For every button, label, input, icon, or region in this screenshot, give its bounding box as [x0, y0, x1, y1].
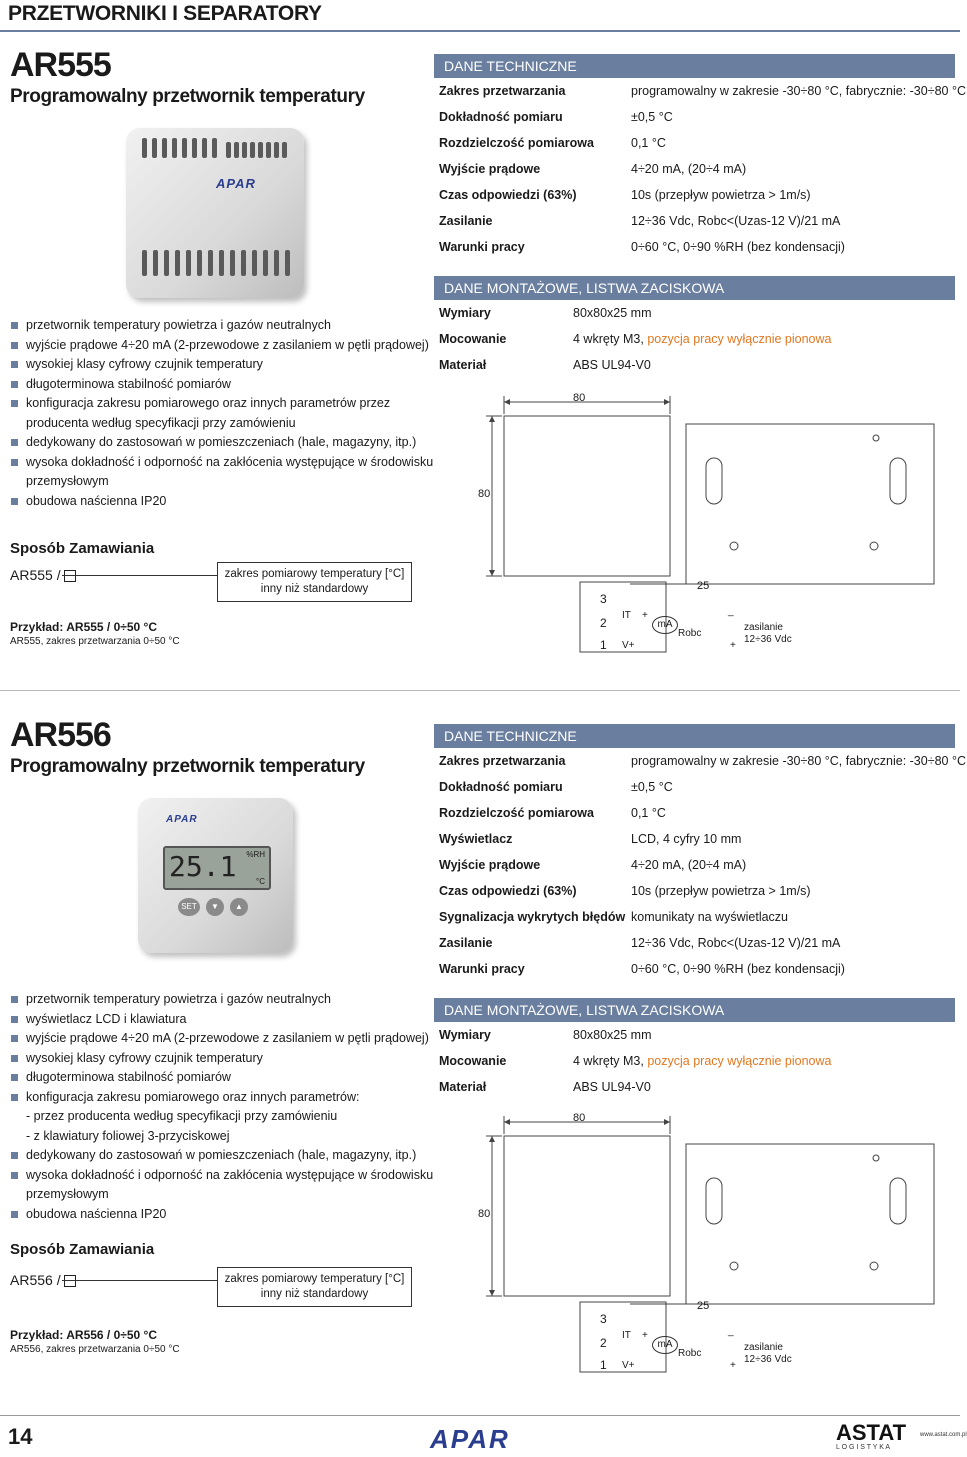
feature-item: [10, 414, 425, 434]
feature-text: - przez producenta według specyfikacji przy zamówieniu: [26, 1109, 338, 1123]
feature-item: [10, 1146, 425, 1166]
wire-plus: +: [642, 1330, 648, 1341]
mount-value: 4 wkręty M3,: [573, 1054, 644, 1068]
bullet-icon: [11, 381, 18, 388]
ammeter-label: mA: [657, 619, 673, 630]
dim-depth: 25: [697, 580, 710, 592]
slot-left: [706, 458, 722, 504]
bullet-icon: [11, 498, 18, 505]
feature-text: obudowa naścienna IP20: [26, 493, 167, 508]
order-note-box: [217, 1267, 412, 1307]
bullet-icon: [11, 1055, 18, 1062]
bullet-icon: [11, 1211, 18, 1218]
device-photo: [126, 128, 304, 298]
spec-key: Zasilanie: [439, 214, 493, 228]
spec-value: programowalny w zakresie -30÷80 °C, fabrycznie: -30÷80 °C: [631, 754, 966, 768]
dim-height: 80: [478, 488, 491, 500]
spec-row: [434, 826, 955, 852]
spec-key: Zakres przetwarzania: [439, 754, 566, 768]
spec-key: Czas odpowiedzi (63%): [439, 884, 577, 898]
feature-text: wyjście prądowe 4÷20 mA (2-przewodowe z zasilaniem w pętli prądowej): [26, 1031, 429, 1045]
leader-line: [62, 575, 217, 576]
mount-value: ABS UL94-V0: [573, 358, 651, 372]
bullet-icon: [11, 996, 18, 1003]
order-note-1: zakres pomiarowy temperatury [°C]: [224, 568, 405, 580]
mount-header: DANE MONTAŻOWE, LISTWA ZACISKOWA: [434, 276, 955, 300]
feature-text: wyjście prądowe 4÷20 mA (2-przewodowe z zasilaniem w pętli prądowej): [26, 337, 429, 352]
device-logo: APAR: [166, 814, 198, 825]
feature-item: [10, 394, 425, 414]
wire-minus: _: [728, 1326, 734, 1337]
feature-item: [10, 990, 425, 1010]
example-2: AR556, zakres przetwarzania 0÷50 °C: [10, 1344, 180, 1355]
feature-text: wysokiej klasy cyfrowy czujnik temperatury: [26, 1050, 263, 1065]
spec-key: Dokładność pomiaru: [439, 110, 563, 124]
spec-row: [434, 774, 955, 800]
astat-logo: ASTAT: [836, 1420, 907, 1445]
lcd-reading: 25.1: [169, 850, 237, 883]
page-number: 14: [8, 1424, 33, 1449]
robc-label: Robc: [678, 1348, 702, 1359]
feature-item: [10, 375, 425, 395]
feature-text: obudowa naścienna IP20: [26, 1206, 167, 1221]
order-note-2: inny niż standardowy: [260, 1288, 369, 1300]
ammeter-label: mA: [657, 1339, 673, 1350]
supply-voltage: 12÷36 Vdc: [744, 1354, 792, 1365]
mount-header: DANE MONTAŻOWE, LISTWA ZACISKOWA: [434, 998, 955, 1022]
order-title: Sposób Zamawiania: [10, 540, 155, 557]
spec-key: Warunki pracy: [439, 240, 525, 254]
feature-text: długoterminowa stabilność pomiarów: [26, 376, 231, 391]
feature-item: [10, 1185, 425, 1205]
spec-value: 0÷60 °C, 0÷90 %RH (bez kondensacji): [631, 240, 845, 254]
feature-item: [10, 472, 425, 492]
feature-item: [10, 433, 425, 453]
slot-right: [890, 458, 906, 504]
device-logo: APAR: [216, 176, 256, 191]
bullet-icon: [11, 400, 18, 407]
dimension-drawing: [470, 1104, 940, 1384]
spec-value: LCD, 4 cyfry 10 mm: [631, 832, 742, 846]
feature-text: konfiguracja zakresu pomiarowego oraz innych parametrów:: [26, 1089, 360, 1104]
section-title: PRZETWORNIKI I SEPARATORY: [8, 2, 322, 25]
wire-it: IT: [622, 1330, 631, 1341]
feature-item: [10, 355, 425, 375]
feature-item: [10, 1166, 434, 1186]
example-2: AR555, zakres przetwarzania 0÷50 °C: [10, 636, 180, 647]
terminal-2: 2: [600, 1336, 607, 1350]
feature-text: dedykowany do zastosowań w pomieszczeniach (hale, magazyny, itp.): [26, 435, 417, 449]
feature-item: [10, 1010, 425, 1030]
order-note-box: [217, 562, 412, 602]
feature-text: producenta według specyfikacji przy zamówieniu: [26, 415, 296, 430]
spec-key: Zakres przetwarzania: [439, 84, 566, 98]
product-model: AR556: [10, 716, 111, 754]
bullet-icon: [11, 459, 18, 466]
wire-it: IT: [622, 610, 631, 621]
mount-key: Mocowanie: [439, 1054, 507, 1068]
product-subtitle: Programowalny przetwornik temperatury: [10, 86, 365, 107]
feature-text: przetwornik temperatury powietrza i gazów neutralnych: [26, 992, 331, 1006]
spec-key: Warunki pracy: [439, 962, 525, 976]
spec-value: 4÷20 mA, (20÷4 mA): [631, 858, 747, 872]
mount-note: pozycja pracy wyłącznie pionowa: [647, 332, 832, 346]
section-divider: [0, 690, 960, 691]
feature-item: [10, 316, 425, 336]
down-key[interactable]: ▼: [206, 898, 224, 916]
feature-list: [10, 316, 434, 511]
example-1: Przykład: AR556 / 0÷50 °C: [10, 1328, 158, 1342]
bullet-icon: [11, 342, 18, 349]
spec-value: komunikaty na wyświetlaczu: [631, 910, 789, 924]
feature-item: [10, 453, 434, 473]
feature-item: [10, 1088, 425, 1108]
spec-table: [434, 748, 966, 982]
feature-text: wysokiej klasy cyfrowy czujnik temperatury: [26, 357, 263, 371]
terminal-1: 1: [600, 1358, 607, 1372]
feature-text: przemysłowym: [26, 474, 109, 488]
wire-plus: +: [642, 610, 648, 621]
mount-table: [434, 300, 955, 380]
spec-value: 0÷60 °C, 0÷90 %RH (bez kondensacji): [631, 962, 845, 976]
supply-voltage: 12÷36 Vdc: [744, 634, 792, 645]
dim-width: 80: [573, 392, 586, 404]
bullet-icon: [11, 1172, 18, 1179]
spec-key: Rozdzielczość pomiarowa: [439, 136, 594, 150]
order-note-1: zakres pomiarowy temperatury [°C]: [224, 1273, 405, 1285]
mount-note: pozycja pracy wyłącznie pionowa: [647, 1054, 832, 1068]
feature-item: [10, 492, 425, 512]
spec-row: [434, 904, 955, 930]
order-code-text: AR555 /: [10, 567, 61, 583]
spec-value: 12÷36 Vdc, Robc<(Uzas-12 V)/21 mA: [631, 936, 841, 950]
spec-table: [434, 78, 966, 260]
spec-row: [434, 748, 966, 774]
spec-header: DANE TECHNICZNE: [434, 54, 955, 78]
terminal-3: 3: [600, 1312, 607, 1326]
spec-value: 10s (przepływ powietrza > 1m/s): [631, 884, 811, 898]
feature-item: [10, 1068, 425, 1088]
supply-label: zasilanie: [744, 1342, 783, 1353]
feature-text: wysoka dokładność i odporność na zakłócenia występujące w środowisku: [26, 1167, 434, 1182]
spec-row: [434, 956, 955, 982]
spec-row: [434, 930, 955, 956]
bullet-icon: [11, 439, 18, 446]
wire-vplus: V+: [622, 640, 635, 651]
feature-text: - z klawiatury foliowej 3-przyciskowej: [26, 1128, 230, 1143]
spec-value: 0,1 °C: [631, 136, 666, 150]
feature-text: przetwornik temperatury powietrza i gazów neutralnych: [26, 318, 331, 332]
spec-key: Wyjście prądowe: [439, 162, 541, 176]
feature-text: przemysłowym: [26, 1187, 109, 1201]
spec-header: DANE TECHNICZNE: [434, 724, 955, 748]
terminal-2: 2: [600, 616, 607, 630]
bullet-icon: [11, 1152, 18, 1159]
spec-key: Wyjście prądowe: [439, 858, 541, 872]
dimension-drawing: [470, 384, 940, 664]
header-rule: [0, 30, 960, 32]
wire-plus2: +: [730, 640, 736, 651]
wire-minus: _: [728, 606, 734, 617]
spec-value: 0,1 °C: [631, 806, 666, 820]
product-model: AR555: [10, 46, 111, 84]
mount-key: Mocowanie: [439, 332, 507, 346]
bullet-icon: [11, 1074, 18, 1081]
feature-text: wysoka dokładność i odporność na zakłócenia występujące w środowisku: [26, 454, 434, 469]
dim-height: 80: [478, 1208, 491, 1220]
astat-url: www.astat.com.pl: [920, 1432, 967, 1438]
product-subtitle: Programowalny przetwornik temperatury: [10, 756, 365, 777]
terminal-3: 3: [600, 592, 607, 606]
up-key[interactable]: ▲: [230, 898, 248, 916]
spec-value: ±0,5 °C: [631, 780, 673, 794]
spec-key: Wyświetlacz: [439, 832, 513, 846]
bullet-icon: [11, 322, 18, 329]
ammeter-icon: [652, 1336, 678, 1354]
feature-item: [10, 1205, 425, 1225]
dim-depth: 25: [697, 1300, 710, 1312]
astat-sub: L O G I S T Y K A: [836, 1444, 891, 1451]
mount-value: ABS UL94-V0: [573, 1080, 651, 1094]
device-photo: [138, 798, 293, 953]
feature-text: długoterminowa stabilność pomiarów: [26, 1070, 231, 1084]
spec-row: [434, 852, 955, 878]
spec-value: ±0,5 °C: [631, 110, 673, 124]
mount-value: 4 wkręty M3,: [573, 332, 644, 346]
robc-label: Robc: [678, 628, 702, 639]
option-box-icon: [64, 1275, 76, 1287]
bullet-icon: [11, 1016, 18, 1023]
spec-value: 12÷36 Vdc, Robc<(Uzas-12 V)/21 mA: [631, 214, 841, 228]
wire-plus2: +: [730, 1360, 736, 1371]
spec-value: 4÷20 mA, (20÷4 mA): [631, 162, 747, 176]
front-view-outline: [504, 416, 670, 576]
spec-key: Zasilanie: [439, 936, 493, 950]
footer-rule: [0, 1415, 960, 1416]
mount-value: 80x80x25 mm: [573, 306, 652, 320]
feature-item: [10, 336, 429, 356]
feature-item: [10, 1029, 429, 1049]
mount-table: [434, 1022, 955, 1102]
feature-item: [10, 1127, 425, 1147]
spec-row: [434, 800, 955, 826]
supply-label: zasilanie: [744, 622, 783, 633]
leader-line: [62, 1280, 217, 1281]
feature-item: [10, 1049, 425, 1069]
wire-vplus: V+: [622, 1360, 635, 1371]
bullet-icon: [11, 1094, 18, 1101]
spec-key: Dokładność pomiaru: [439, 780, 563, 794]
terminal-1: 1: [600, 638, 607, 652]
ammeter-icon: [652, 616, 678, 634]
spec-value: 10s (przepływ powietrza > 1m/s): [631, 188, 811, 202]
mount-key: Materiał: [439, 1080, 487, 1094]
bullet-icon: [11, 361, 18, 368]
spec-value: programowalny w zakresie -30÷80 °C, fabrycznie: -30÷80 °C: [631, 84, 966, 98]
lcd-unit-rh: %RH: [246, 850, 265, 859]
example-1: Przykład: AR555 / 0÷50 °C: [10, 620, 158, 634]
spec-key: Sygnalizacja wykrytych błędów: [439, 910, 626, 924]
dim-width: 80: [573, 1112, 586, 1124]
mount-value: 80x80x25 mm: [573, 1028, 652, 1042]
order-note-2: inny niż standardowy: [260, 583, 369, 595]
spec-key: Rozdzielczość pomiarowa: [439, 806, 594, 820]
lcd-unit-c: °C: [256, 877, 265, 886]
option-box-icon: [64, 570, 76, 582]
mount-key: Wymiary: [439, 306, 491, 320]
feature-list: [10, 990, 434, 1224]
feature-text: wyświetlacz LCD i klawiatura: [26, 1011, 187, 1026]
feature-text: dedykowany do zastosowań w pomieszczeniach (hale, magazyny, itp.): [26, 1148, 417, 1162]
order-title: Sposób Zamawiania: [10, 1241, 155, 1258]
feature-item: [10, 1107, 425, 1127]
mount-key: Wymiary: [439, 1028, 491, 1042]
lcd-display: [163, 846, 271, 890]
bullet-icon: [11, 1035, 18, 1042]
mount-key: Materiał: [439, 358, 487, 372]
order-code-text: AR556 /: [10, 1272, 61, 1288]
spec-row: [434, 878, 955, 904]
spec-key: Czas odpowiedzi (63%): [439, 188, 577, 202]
apar-logo: APAR: [430, 1424, 510, 1454]
feature-text: konfiguracja zakresu pomiarowego oraz innych parametrów przez: [26, 396, 391, 410]
set-key[interactable]: SET: [178, 898, 200, 916]
